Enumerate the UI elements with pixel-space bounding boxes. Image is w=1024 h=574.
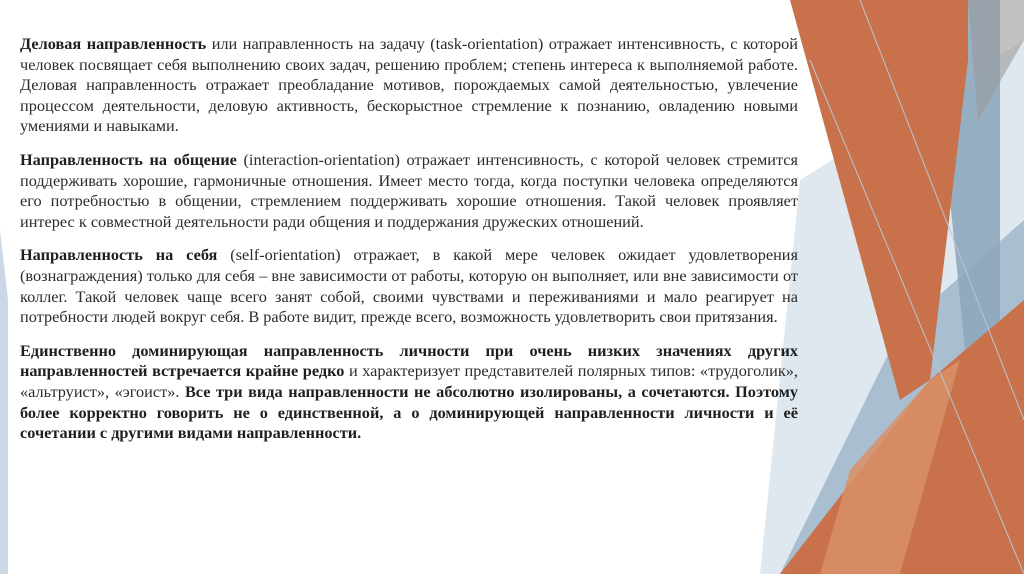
paragraph-self-orientation: [20, 245, 798, 327]
bold-lead: Направленность на себя: [20, 245, 218, 265]
paragraph-communication-orientation: [20, 150, 798, 232]
paragraph-text: (interaction-orientation) отражает интенсивность, с которой человек стремится поддерживать хорошие, гармоничные отношения. Имеет место тогда, когда поступки человека определяются его потребностью в общении, стремлением поддерживать хорошие отношения. Такой человек проявляет интерес к совместной деятельности ради общения и поддержания дружеских отношений.: [20, 149, 798, 231]
bold-lead: Направленность на общение: [20, 149, 237, 169]
bold-lead: Единственно доминирующая направленность личности при очень низких значениях других направленностей встречается крайне редко: [20, 340, 798, 381]
paragraph-dominant-orientation: [20, 341, 798, 444]
bold-lead: Деловая направленность: [20, 34, 207, 53]
paragraph-text: (self-orientation) отражает, в какой мере человек ожидает удовлетворения (вознаграждения) только для себя – вне зависимости от работы, которую он выполняет, или вне зависимости от коллег. Такой человек чаще всего занят собой, своими чувствами и переживаниями и мало реагирует на потребности людей вокруг себя. В работе видит, прежде всего, возможность удовлетворить свои притязания.: [20, 245, 799, 327]
left-blue-triangle: [0, 230, 8, 574]
paragraph-text: и характеризует представителей полярных типов: «трудоголик», «альтруист», «эгоист».: [20, 361, 799, 401]
text-content: [20, 34, 798, 457]
paragraph-text: или направленность на задачу (task-orientation) отражает интенсивность, с которой человек посвящает себя выполнению своих задач, решению проблем; степень интереса к выполняемой работе. Деловая направленность отражает преобладание мотивов, порождаемых самой деятельностью, увлечение процессом деятельности, деловую активность, бескорыстное стремление к познанию, овладению новыми умениями и навыками.: [20, 34, 798, 136]
paragraph-business-orientation: [20, 34, 798, 137]
bold-tail: Все три вида направленности не абсолютно изолированы, а сочетаются. Поэтому более корректно говорить не о единственной, а о доминирующей направленности личности и её сочетании с другими видами направленности.: [20, 381, 798, 443]
